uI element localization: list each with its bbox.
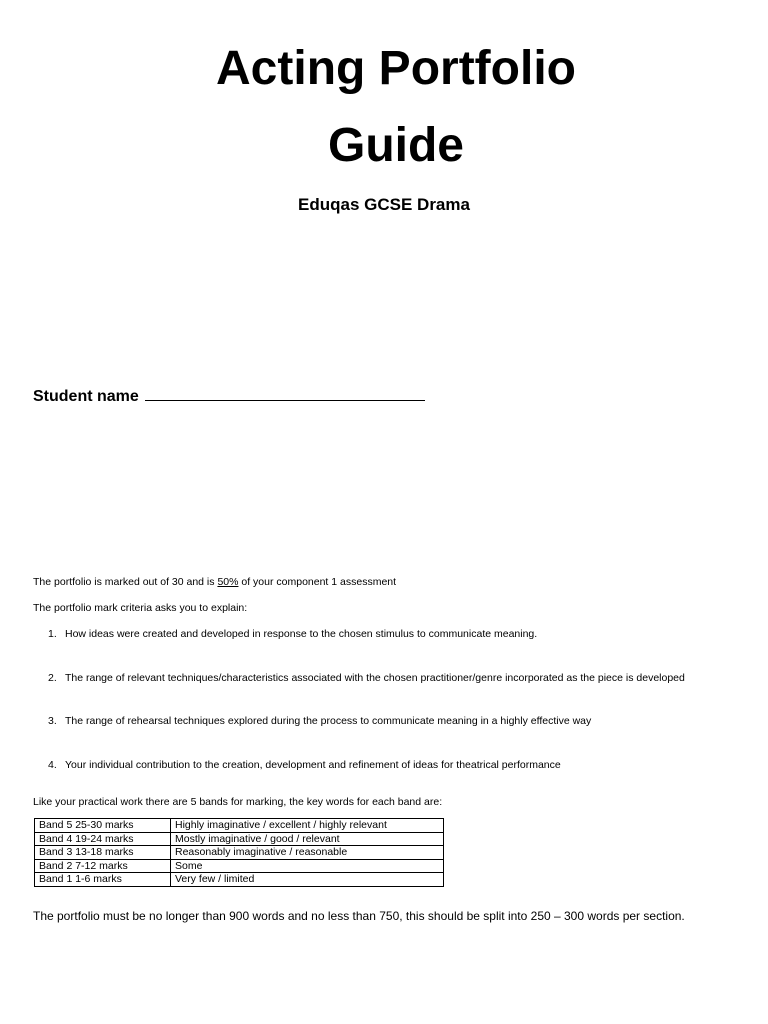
document-subtitle: Eduqas GCSE Drama (298, 195, 470, 214)
band-cell: Band 3 13-18 marks (35, 846, 171, 860)
student-name-underline (145, 386, 425, 401)
student-name-field (33, 386, 425, 406)
criteria-text: How ideas were created and developed in response to the chosen stimulus to communicate meaning. (65, 628, 538, 640)
document-title-line-1: Acting Portfolio (216, 42, 576, 95)
table-row (35, 859, 444, 873)
intro-text-after: of your component 1 assessment (238, 576, 397, 588)
criteria-item (48, 759, 561, 771)
band-cell: Band 2 7-12 marks (35, 859, 171, 873)
band-cell: Band 5 25-30 marks (35, 819, 171, 833)
bands-table (34, 818, 444, 887)
criteria-text: Your individual contribution to the creation, development and refinement of ideas for theatrical performance (65, 759, 561, 771)
band-keywords-cell: Highly imaginative / excellent / highly relevant (171, 819, 444, 833)
criteria-item (48, 672, 685, 684)
intro-text-underlined: 50% (217, 576, 239, 588)
band-keywords-cell: Very few / limited (171, 873, 444, 887)
table-row (35, 873, 444, 887)
criteria-number: 3. (48, 715, 57, 727)
criteria-number: 4. (48, 759, 57, 771)
criteria-item (48, 628, 537, 640)
criteria-text: The range of relevant techniques/characteristics associated with the chosen practitioner/genre incorporated as the piece is developed (65, 672, 685, 684)
band-cell: Band 4 19-24 marks (35, 832, 171, 846)
criteria-number: 2. (48, 672, 57, 684)
student-name-label: Student name (33, 388, 139, 405)
table-row (35, 832, 444, 846)
bands-intro: Like your practical work there are 5 bands for marking, the key words for each band are: (33, 796, 443, 808)
table-row (35, 846, 444, 860)
criteria-intro: The portfolio mark criteria asks you to explain: (33, 602, 248, 614)
band-keywords-cell: Reasonably imaginative / reasonable (171, 846, 444, 860)
criteria-item (48, 715, 591, 727)
intro-paragraph (33, 576, 396, 588)
criteria-number: 1. (48, 628, 57, 640)
band-keywords-cell: Some (171, 859, 444, 873)
band-cell: Band 1 1-6 marks (35, 873, 171, 887)
intro-text-before: The portfolio is marked out of 30 and is (33, 576, 218, 588)
table-row (35, 819, 444, 833)
criteria-text: The range of rehearsal techniques explored during the process to communicate meaning in a highly effective way (65, 715, 592, 727)
band-keywords-cell: Mostly imaginative / good / relevant (171, 832, 444, 846)
word-count-note: The portfolio must be no longer than 900 words and no less than 750, this should be split into 250 – 300 words per section. (33, 909, 685, 923)
document-title-line-2: Guide (327, 119, 464, 172)
